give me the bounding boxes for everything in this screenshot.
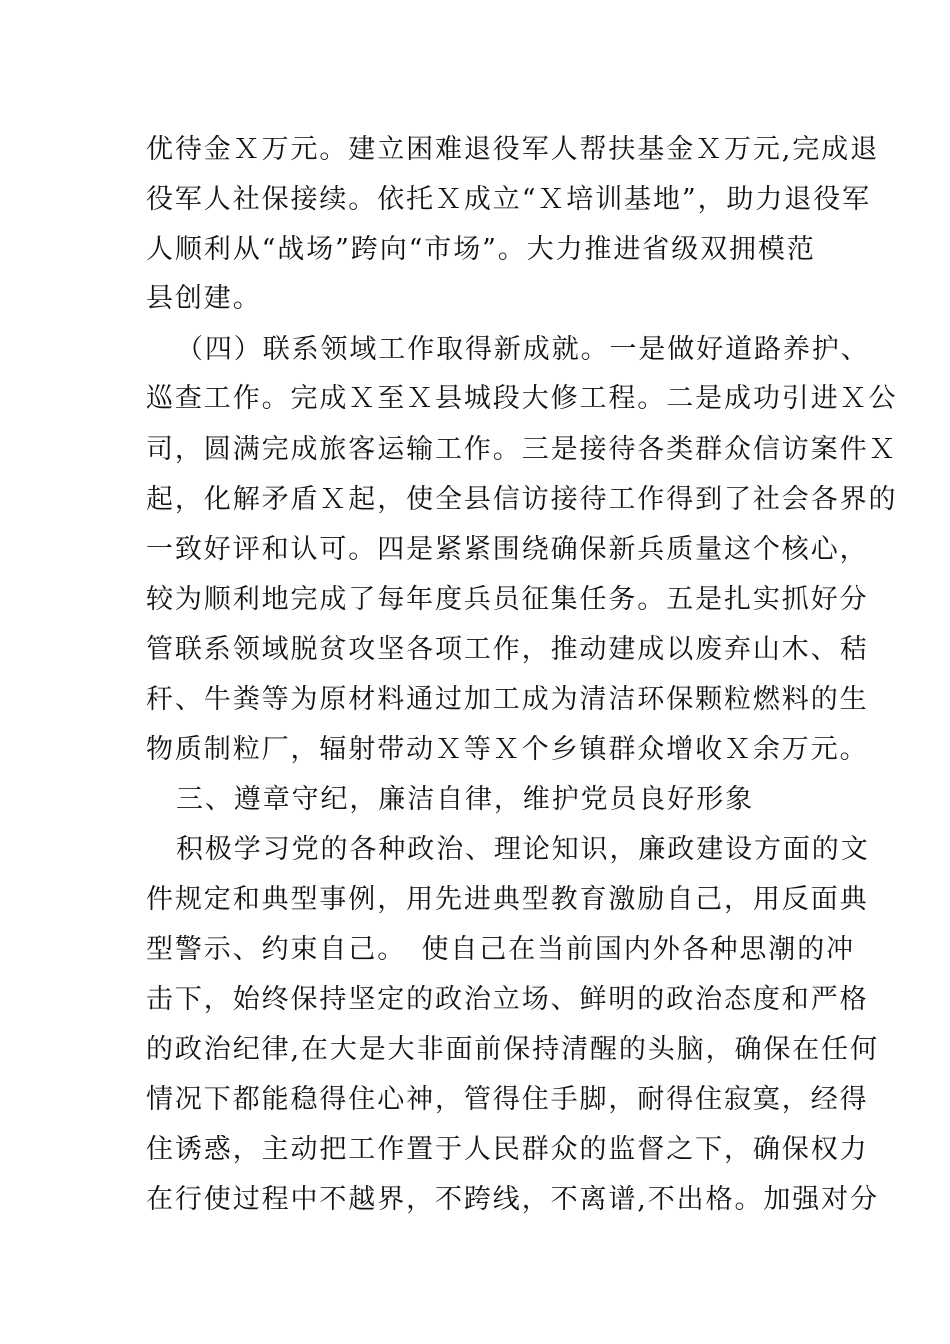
text-line: 情况下都能稳得住心神，管得住手脚，耐得住寂寞，经得 [146,1084,869,1115]
text-line: 起，化解矛盾Ｘ起，使全县信访接待工作得到了社会各界的 [146,484,898,515]
text-line: 在行使过程中不越界，不跨线，不离谱,不出格。加强对分 [146,1184,879,1215]
text-line: 秆、牛粪等为原材料通过加工成为清洁环保颗粒燃料的生 [146,684,869,715]
text-line: 住诱惑，主动把工作置于人民群众的监督之下，确保权力 [146,1134,869,1165]
text-line: 件规定和典型事例，用先进典型教育激励自己，用反面典 [146,884,869,915]
text-line: 优待金Ｘ万元。建立困难退役军人帮扶基金Ｘ万元,完成退 [146,134,879,165]
text-line: 的政治纪律,在大是大非面前保持清醒的头脑，确保在任何 [146,1034,879,1065]
text-line: 一致好评和认可。四是紧紧围绕确保新兵质量这个核心， [146,534,869,565]
text-line: 管联系领域脱贫攻坚各项工作，推动建成以废弃山木、秸 [146,634,869,665]
text-line: 巡查工作。完成Ｘ至Ｘ县城段大修工程。二是成功引进Ｘ公 [146,383,898,414]
section-heading-4: （四）联系领域工作取得新成就。一是做好道路养护、 [176,334,870,365]
text-line: 击下，始终保持坚定的政治立场、鲜明的政治态度和严格 [146,984,869,1015]
text-line: 县创建。 [146,283,262,314]
text-line: 物质制粒厂，辐射带动Ｘ等Ｘ个乡镇群众增收Ｘ余万元。 [146,734,869,765]
text-line: 人顺利从“战场”跨向“市场”。大力推进省级双拥模范 [146,234,816,265]
text-line: 型警示、约束自己。 使自己在当前国内外各种思潮的冲 [146,934,855,965]
text-line: 役军人社保接续。依托Ｘ成立“Ｘ培训基地”，助力退役军 [146,184,872,215]
text-line: 积极学习党的各种政治、理论知识，廉政建设方面的文 [176,834,870,865]
text-line: 较为顺利地完成了每年度兵员征集任务。五是扎实抓好分 [146,584,869,615]
section-heading-3: 三、遵章守纪，廉洁自律，维护党员良好形象 [176,784,754,815]
text-line: 司，圆满完成旅客运输工作。三是接待各类群众信访案件Ｘ [146,434,898,465]
